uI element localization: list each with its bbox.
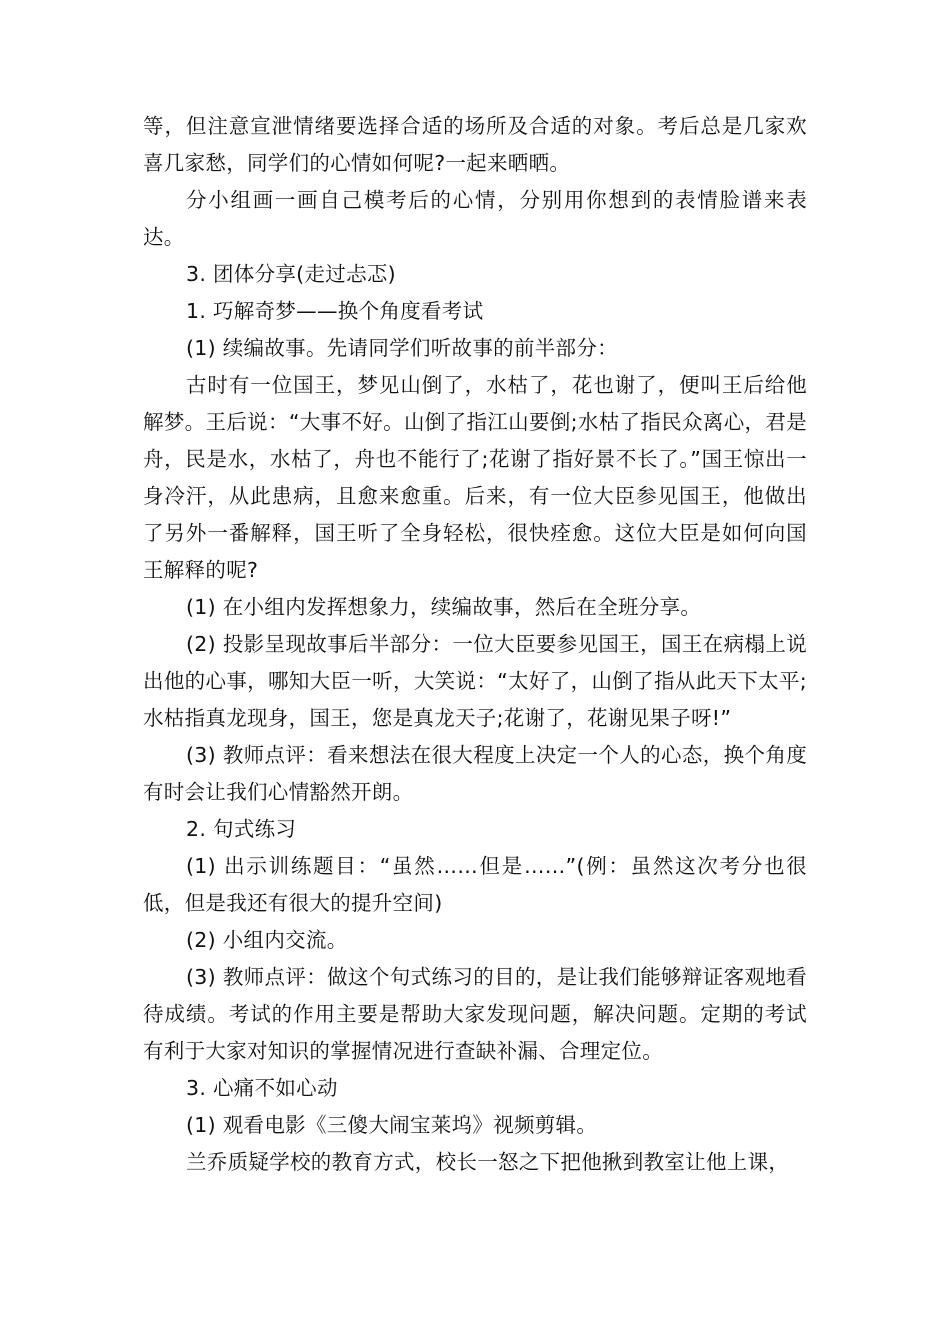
paragraph-story-intro: (1) 续编故事。先请同学们听故事的前半部分： — [186, 336, 618, 360]
paragraph-teacher-comment-1: (3) 教师点评：看来想法在很大程度上决定一个人的心态，换个角度有时会让我们心情豁然开朗。 — [143, 743, 807, 804]
paragraph-movie-description: 兰乔质疑学校的教育方式，校长一怒之下把他揪到教室让他上课， — [186, 1150, 790, 1174]
subsection-heading-dream: 1. 巧解奇梦——换个角度看考试 — [186, 299, 484, 323]
document-body — [143, 108, 807, 1181]
paragraph-watch-movie: (1) 观看电影《三傻大闹宝莱坞》视频剪辑。 — [186, 1113, 598, 1137]
paragraph-1: 等，但注意宣泄情绪要选择合适的场所及合适的对象。考后总是几家欢喜几家愁，同学们的心情如何呢?一起来晒晒。 — [143, 114, 807, 175]
section-heading-group-sharing: 3. 团体分享(走过忐忑) — [186, 262, 396, 286]
paragraph-continue-story: (1) 在小组内发挥想象力，续编故事，然后在全班分享。 — [186, 595, 702, 619]
subsection-heading-action: 3. 心痛不如心动 — [186, 1076, 338, 1100]
paragraph-2: 分小组画一画自己模考后的心情，分别用你想到的表情脸谱来表达。 — [143, 188, 807, 249]
paragraph-story: 古时有一位国王，梦见山倒了，水枯了，花也谢了，便叫王后给他解梦。王后说：“大事不好。山倒了指江山要倒;水枯了指民众离心，君是舟，民是水，水枯了，舟也不能行了;花谢了指好景不长了。”国王惊出一身冷汗，从此患病，且愈来愈重。后来，有一位大臣参见国王，他做出了另外一番解释，国王听了全身轻松，很快痊愈。这位大臣是如何向国王解释的呢? — [143, 373, 807, 582]
paragraph-story-ending: (2) 投影呈现故事后半部分：一位大臣要参见国王，国王在病榻上说出他的心事，哪知大臣一听，大笑说：“太好了，山倒了指从此天下太平;水枯指真龙现身，国王，您是真龙天子;花谢了，花谢见果子呀!” — [143, 632, 807, 730]
paragraph-teacher-comment-2: (3) 教师点评：做这个句式练习的目的，是让我们能够辩证客观地看待成绩。考试的作用主要是帮助大家发现问题，解决问题。定期的考试有利于大家对知识的掌握情况进行查缺补漏、合理定位。 — [143, 965, 807, 1063]
paragraph-practice-topic: (1) 出示训练题目：“虽然……但是……”(例：虽然这次考分也很低，但是我还有很大的提升空间) — [143, 854, 807, 915]
subsection-heading-sentence-practice: 2. 句式练习 — [186, 817, 297, 841]
paragraph-group-exchange: (2) 小组内交流。 — [186, 928, 348, 952]
